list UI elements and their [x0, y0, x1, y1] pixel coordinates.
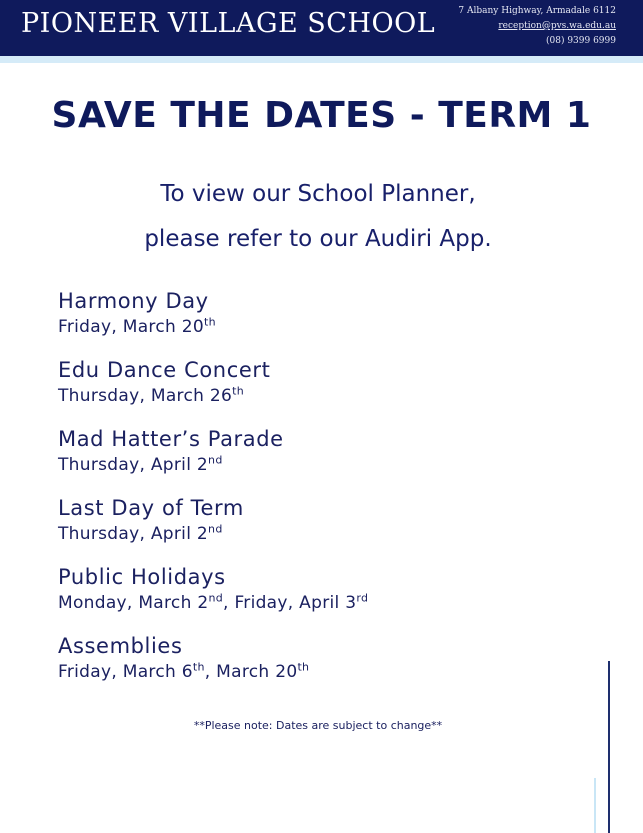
- date-ordinal-suffix: th: [232, 384, 245, 398]
- event-item: [58, 562, 578, 631]
- event-date: [58, 454, 578, 476]
- event-date: [58, 385, 578, 407]
- decorative-side-line: [608, 661, 610, 833]
- event-name: Edu Dance Concert: [58, 358, 271, 382]
- intro-line-1: To view our School Planner,: [160, 181, 476, 207]
- date-text: Thursday, April 2: [58, 455, 209, 475]
- event-name: Mad Hatter’s Parade: [58, 427, 284, 451]
- date-ordinal-suffix: nd: [208, 591, 224, 605]
- header-banner: [0, 0, 643, 56]
- contact-block: [458, 4, 616, 49]
- school-name: PIONEER VILLAGE SCHOOL: [21, 8, 436, 39]
- event-date: [58, 661, 578, 683]
- event-item: [58, 631, 578, 700]
- school-address: 7 Albany Highway, Armadale 6112: [458, 6, 616, 16]
- event-date: [58, 316, 578, 338]
- date-text: , Friday, April 3: [223, 593, 357, 613]
- date-text: , March 20: [204, 662, 298, 682]
- event-name: Harmony Day: [58, 289, 209, 313]
- intro-line-2: please refer to our Audiri App.: [144, 226, 492, 252]
- header-stripe: [0, 56, 643, 63]
- school-email-link[interactable]: reception@pvs.wa.edu.au: [498, 21, 616, 31]
- disclaimer-note: **Please note: Dates are subject to change**: [193, 719, 443, 732]
- school-phone: (08) 9399 6999: [545, 36, 616, 46]
- date-text: Monday, March 2: [58, 593, 209, 613]
- event-date: [58, 592, 578, 614]
- date-text: Friday, March 20: [58, 317, 204, 337]
- date-ordinal-suffix: nd: [208, 522, 223, 536]
- date-ordinal-suffix: nd: [208, 453, 223, 467]
- event-name: Assemblies: [58, 634, 183, 658]
- page-title: SAVE THE DATES - TERM 1: [51, 95, 592, 136]
- date-text: Thursday, April 2: [58, 524, 209, 544]
- event-date: [58, 523, 578, 545]
- event-item: [58, 424, 578, 493]
- event-name: Last Day of Term: [58, 496, 244, 520]
- event-item: [58, 286, 578, 355]
- event-item: [58, 355, 578, 424]
- date-ordinal-suffix: rd: [356, 591, 369, 605]
- date-ordinal-suffix: th: [297, 660, 310, 674]
- date-ordinal-suffix: th: [204, 315, 216, 329]
- intro-text: [0, 172, 636, 262]
- decorative-side-line-light: [594, 778, 596, 833]
- event-item: [58, 493, 578, 562]
- events-list: [58, 286, 578, 700]
- date-text: Thursday, March 26: [58, 386, 233, 406]
- date-text: Friday, March 6: [58, 662, 193, 682]
- date-ordinal-suffix: th: [192, 660, 205, 674]
- event-name: Public Holidays: [58, 565, 226, 589]
